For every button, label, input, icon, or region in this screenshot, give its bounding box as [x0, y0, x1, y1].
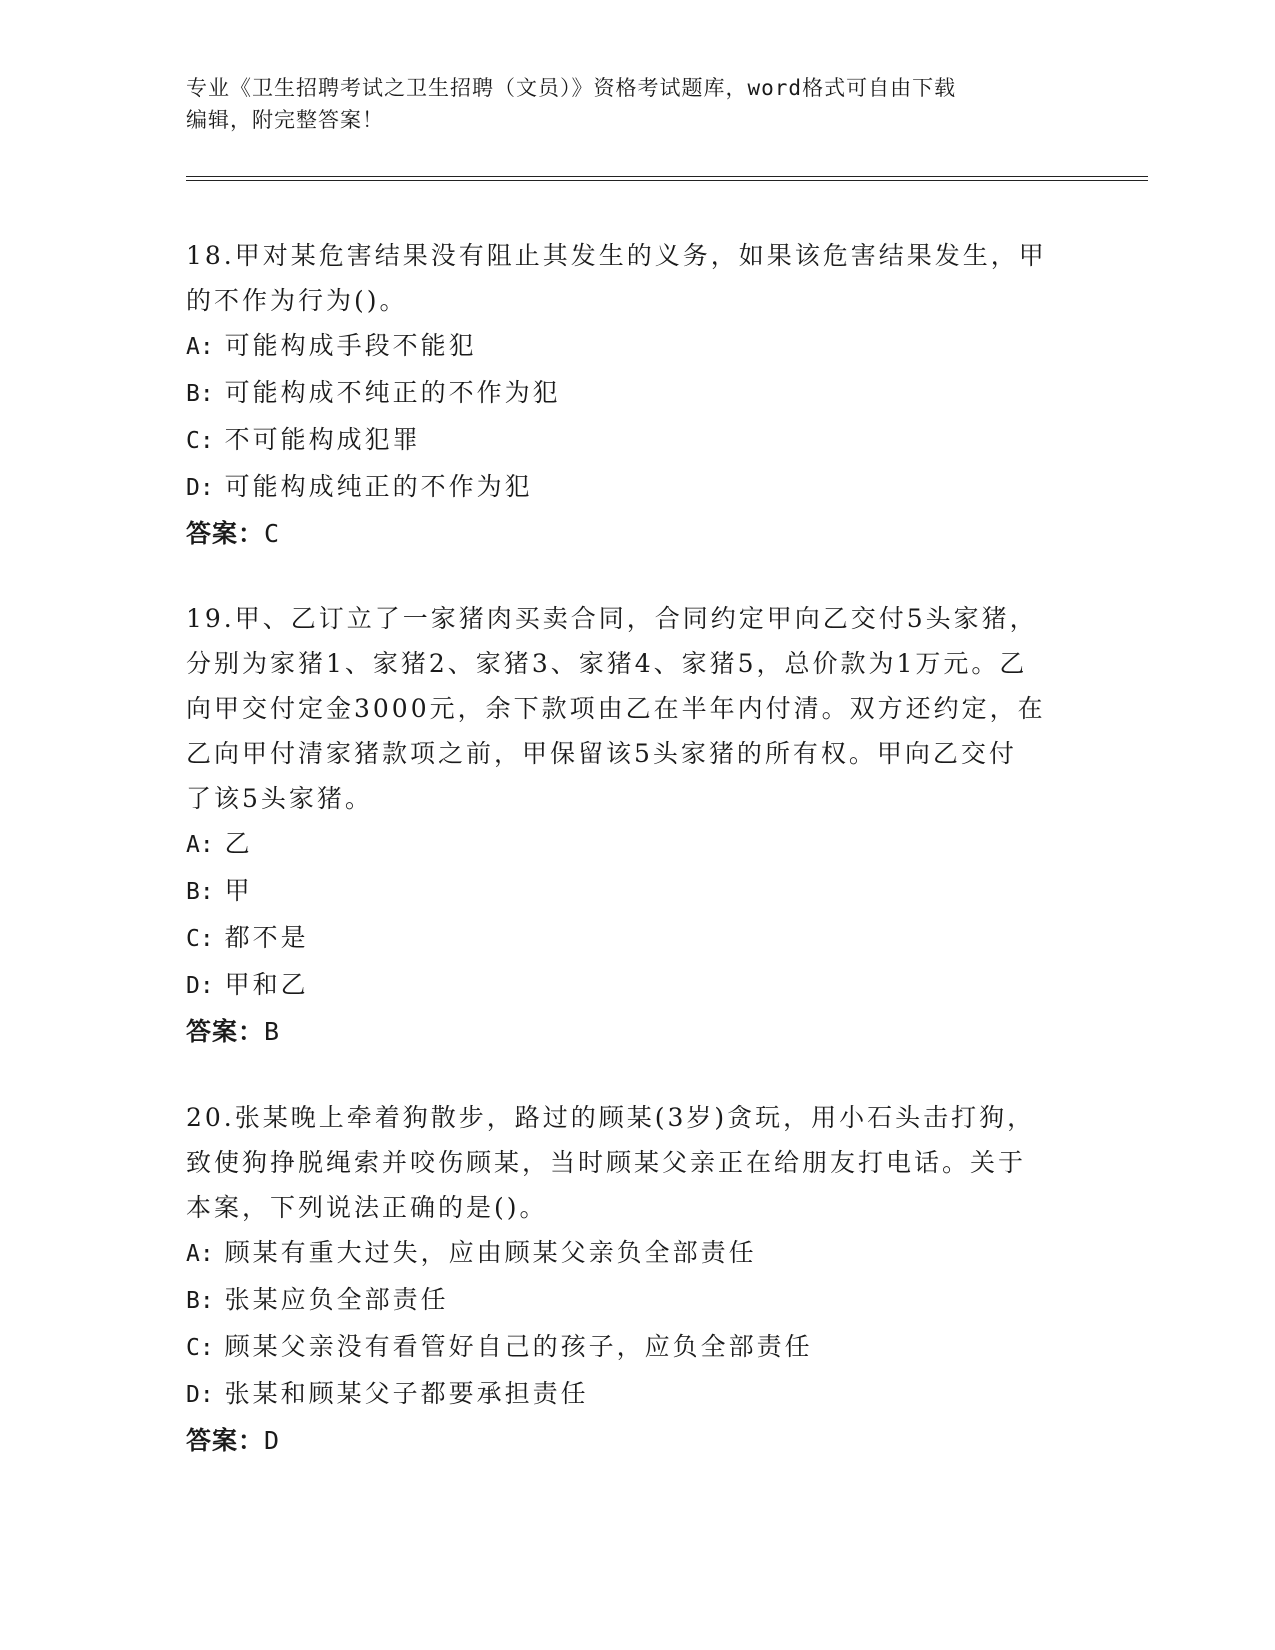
- answer: [186, 511, 1086, 556]
- option-b: [186, 1277, 1086, 1324]
- option-letter: D:: [186, 1382, 214, 1408]
- option-letter: C:: [186, 1335, 214, 1361]
- option-b: [186, 370, 1086, 417]
- header-divider-bottom: [186, 180, 1148, 181]
- option-text: 可能构成手段不能犯: [224, 331, 477, 360]
- option-c: [186, 417, 1086, 464]
- question-stem-line: 致使狗挣脱绳索并咬伤顾某，当时顾某父亲正在给朋友打电话。关于: [186, 1148, 1027, 1177]
- option-c: [186, 915, 1086, 962]
- option-b: [186, 868, 1086, 915]
- answer-value: D: [264, 1426, 281, 1455]
- question-stem-line: 的不作为行为()。: [186, 286, 408, 315]
- option-text: 甲和乙: [224, 970, 309, 999]
- question-stem-line: 本案，下列说法正确的是()。: [186, 1193, 548, 1222]
- question-stem-line: 乙向甲付清家猪款项之前，甲保留该5头家猪的所有权。甲向乙交付: [186, 739, 1017, 768]
- question-19: [186, 596, 1086, 1054]
- option-letter: A:: [186, 334, 214, 360]
- option-text: 可能构成纯正的不作为犯: [224, 472, 533, 501]
- answer: [186, 1009, 1086, 1054]
- option-a: [186, 821, 1086, 868]
- question-20: [186, 1095, 1086, 1463]
- option-text: 可能构成不纯正的不作为犯: [224, 378, 561, 407]
- question-stem-line: 19.甲、乙订立了一家猪肉买卖合同，合同约定甲向乙交付5头家猪，: [186, 604, 1038, 633]
- answer-label: 答案：: [186, 1017, 265, 1046]
- answer: [186, 1418, 1086, 1463]
- option-text: 不可能构成犯罪: [224, 425, 421, 454]
- option-text: 都不是: [224, 923, 309, 952]
- answer-value: B: [264, 1017, 281, 1046]
- document-header: [186, 72, 1086, 136]
- option-a: [186, 1230, 1086, 1277]
- option-letter: A:: [186, 832, 214, 858]
- question-18: [186, 233, 1086, 556]
- question-stem-line: 18.甲对某危害结果没有阻止其发生的义务，如果该危害结果发生，甲: [186, 241, 1047, 270]
- option-letter: D:: [186, 973, 214, 999]
- option-text: 顾某有重大过失，应由顾某父亲负全部责任: [224, 1238, 757, 1267]
- option-d: [186, 464, 1086, 511]
- header-line-2: 编辑，附完整答案！: [186, 108, 384, 132]
- question-stem-line: 20.张某晚上牵着狗散步，路过的顾某(3岁)贪玩，用小石头击打狗，: [186, 1103, 1036, 1132]
- question-stem-line: 向甲交付定金3000元，余下款项由乙在半年内付清。双方还约定，在: [186, 694, 1046, 723]
- option-text: 顾某父亲没有看管好自己的孩子，应负全部责任: [224, 1332, 813, 1361]
- option-d: [186, 962, 1086, 1009]
- answer-label: 答案：: [186, 519, 265, 548]
- option-d: [186, 1371, 1086, 1418]
- question-stem-line: 了该5头家猪。: [186, 784, 373, 813]
- option-c: [186, 1324, 1086, 1371]
- option-letter: B:: [186, 879, 214, 905]
- option-letter: C:: [186, 428, 214, 454]
- question-stem-line: 分别为家猪1、家猪2、家猪3、家猪4、家猪5，总价款为1万元。乙: [186, 649, 1028, 678]
- header-line-1: 专业《卫生招聘考试之卫生招聘（文员）》资格考试题库，word格式可自由下载: [186, 76, 957, 100]
- option-letter: B:: [186, 1288, 214, 1314]
- option-letter: A:: [186, 1241, 214, 1267]
- answer-label: 答案：: [186, 1426, 265, 1455]
- option-text: 乙: [224, 829, 253, 858]
- option-letter: B:: [186, 381, 214, 407]
- option-letter: C:: [186, 926, 214, 952]
- option-letter: D:: [186, 475, 214, 501]
- option-text: 张某和顾某父子都要承担责任: [224, 1379, 589, 1408]
- option-text: 张某应负全部责任: [224, 1285, 449, 1314]
- option-text: 甲: [224, 876, 253, 905]
- option-a: [186, 323, 1086, 370]
- answer-value: C: [264, 519, 281, 548]
- header-divider-top: [186, 176, 1148, 177]
